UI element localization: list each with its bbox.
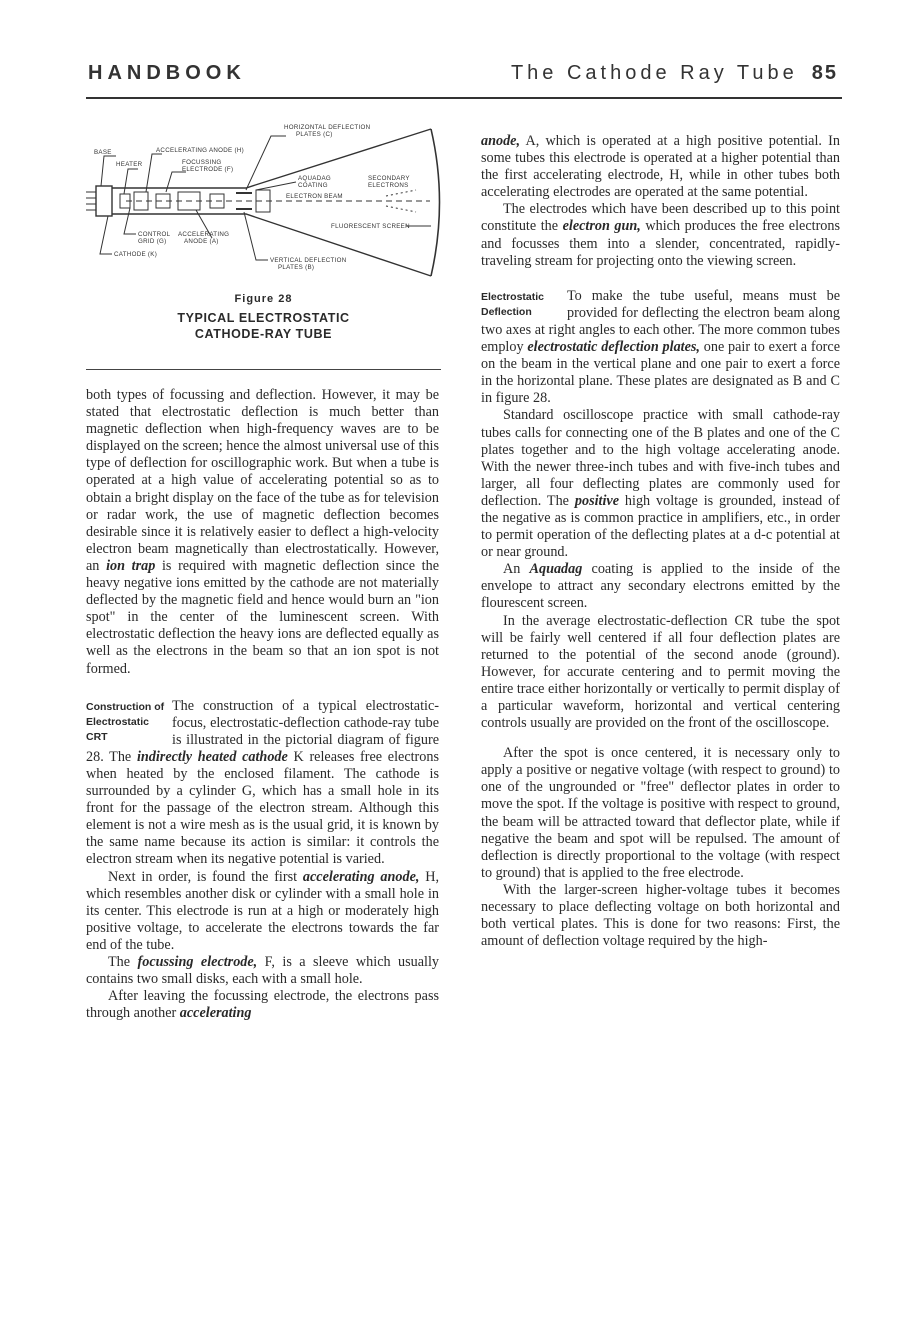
label-hdef-2: PLATES (C) <box>296 131 333 138</box>
label-focussing-1: FOCUSSING <box>182 159 222 166</box>
label-vdef-2: PLATES (B) <box>278 264 315 271</box>
label-base: BASE <box>94 149 112 156</box>
label-accel-a-1: ACCELERATING <box>178 231 230 238</box>
side-heading-deflection: Electrostatic Deflection <box>481 290 545 318</box>
label-accelerating-anode-h: ACCELERATING ANODE (H) <box>156 147 244 154</box>
paragraph: After the spot is once centered, it is necessary only to apply a positive or negative voltage (with respect to ground) to one of the ungrounded or "free" deflector plates in order to move the spot. If the voltage is positive with respect to ground, the beam will be attracted toward that deflector plate, while if negative the beam and spot will be repulsed. The amount of deflection is directly proportional to the voltage (with respect to ground) that is applied to the free electrode. <box>481 745 840 881</box>
label-fluorescent-screen: FLUORESCENT SCREEN <box>331 223 410 230</box>
paragraph: The electrodes which have been described up to this point constitute the electron gun, which produces the free electrons and focusses them into a slender, concentrated, rapidly-traveling stream for projecting onto the viewing screen. <box>481 201 841 269</box>
label-secondary-2: ELECTRONS <box>368 182 409 189</box>
label-vdef-1: VERTICAL DEFLECTION <box>270 257 347 264</box>
paragraph: After leaving the focussing electrode, the electrons pass through another accelerating <box>86 988 439 1022</box>
label-accel-a-2: ANODE (A) <box>184 238 219 245</box>
running-header-section <box>511 62 838 85</box>
paragraph: The focussing electrode, F, is a sleeve which usually contains two small disks, each with a small hole. <box>86 954 439 988</box>
side-heading-construction: Construction of Electrostatic CRT <box>86 700 165 743</box>
paragraph: With the larger-screen higher-voltage tubes it becomes necessary to place deflecting voltage on both horizontal and both vertical plates. This is done for two reasons: First, the amount of deflection voltage required by the high- <box>481 881 840 950</box>
page-number: 85 <box>811 62 838 84</box>
paragraph: Next in order, is found the first accelerating anode, H, which resembles another disk or cylinder with a small hole in its center. This electrode is run at a high or moderately high positive voltage, to accelerate the electrons towards the far end of the tube. <box>86 868 440 953</box>
label-electron-beam: ELECTRON BEAM <box>286 193 343 200</box>
label-hdef-1: HORIZONTAL DEFLECTION <box>284 124 371 131</box>
paragraph: An Aquadag coating is applied to the inside of the envelope to attract any secondary electrons emitted by the flourescent screen. <box>481 561 841 612</box>
figure-rule <box>86 369 441 370</box>
paragraph: Standard oscilloscope practice with small cathode-ray tubes calls for connecting one of the B plates and one of the C plates together and to the high voltage accelerating anode. With the newer three-inch tubes and with five-inch tubes and larger, all four deflecting plates are commonly used for deflection. The positive high voltage is grounded, instead of the negative as is common practice in amplifiers, etc., in order to permit operation of the deflecting plates at a d-c potential at or near ground. <box>481 407 840 561</box>
paragraph: both types of focussing and deflection. However, it may be stated that electrostatic deflection is much better than magnetic deflection when high-frequency waves are to be displayed on the screen; hence the almost universal use of this type of deflection for oscillographic work. But when a tube is operated at a high value of accelerating potential so as to obtain a bright display on the face of the tube as for television or radar work, the use of magnetic deflection becomes desirable since it is relatively easier to deflect a high-velocity electron beam magnetically than electrostatically. However, an ion trap is required with magnetic deflection since the heavy negative ions emitted by the cathode are not materially deflected by the magnetic field and hence would burn an "ion spot" in the center of the luminescent screen. With electrostatic deflection the heavy ions are deflected equally as well as the electrons in the beam so that an ion spot is not formed. <box>86 387 440 677</box>
left-column <box>86 387 439 1022</box>
paragraph: anode, A, which is operated at a high positive potential. In some tubes this electrode is operated at a higher potential than the first accelerating electrode, H, while in other tubes both accelerating electrodes are operated at the same potential. <box>481 133 840 201</box>
label-control-1: CONTROL <box>138 231 171 238</box>
label-aquadag-2: COATING <box>298 182 328 189</box>
figure-caption <box>86 293 441 342</box>
figure-number: Figure 28 <box>234 293 293 305</box>
label-focussing-2: ELECTRODE (F) <box>182 166 234 173</box>
label-cathode: CATHODE (K) <box>114 251 158 258</box>
section-title: The Cathode Ray Tube <box>510 62 798 84</box>
label-secondary-1: SECONDARY <box>368 175 410 182</box>
paragraph: Construction of Electrostatic CRT The construction of a typical electrostatic-focus, electrostatic-deflection cathode-ray tube is illustrated in the pictorial diagram of figure 28. The indirectly heated cathode K releases free electrons when heated by the enclosed filament. The cathode is surrounded by a cylinder G, which has a small hole in its front for the passage of the electron stream. Although this element is not a wire mesh as is the usual grid, it is known by the same name because its action is similar: it controls the electron stream when its negative potential is varied. <box>86 697 439 868</box>
label-heater: HEATER <box>116 161 143 168</box>
paragraph: Electrostatic Deflection To make the tube useful, means must be provided for deflecting the electron beam along two axes at right angles to each other. The more common tubes employ electrostatic deflection plates, one pair to exert a force on the beam in the vertical plane and one pair to exert a force in the horizontal plane. These plates are designated as B and C in figure 28. <box>481 287 841 407</box>
paragraph: In the average electrostatic-deflection CR tube the spot will be fairly well centered if all four deflection plates are returned to the potential of the second anode (ground). However, for accurate centering and to permit moving the entire trace either horizontally or vertically to permit display of a particular waveform, horizontal and vertical centering controls usually are provided on the front of the oscilloscope. <box>481 612 840 732</box>
header-rule <box>86 97 842 99</box>
right-column <box>481 133 840 950</box>
crt-drawing <box>86 114 441 289</box>
figure-title: TYPICAL ELECTROSTATIC CATHODE-RAY TUBE <box>177 311 350 341</box>
running-header-title: HANDBOOK <box>88 62 246 84</box>
label-aquadag-1: AQUADAG <box>298 175 332 182</box>
label-control-2: GRID (G) <box>138 238 167 245</box>
